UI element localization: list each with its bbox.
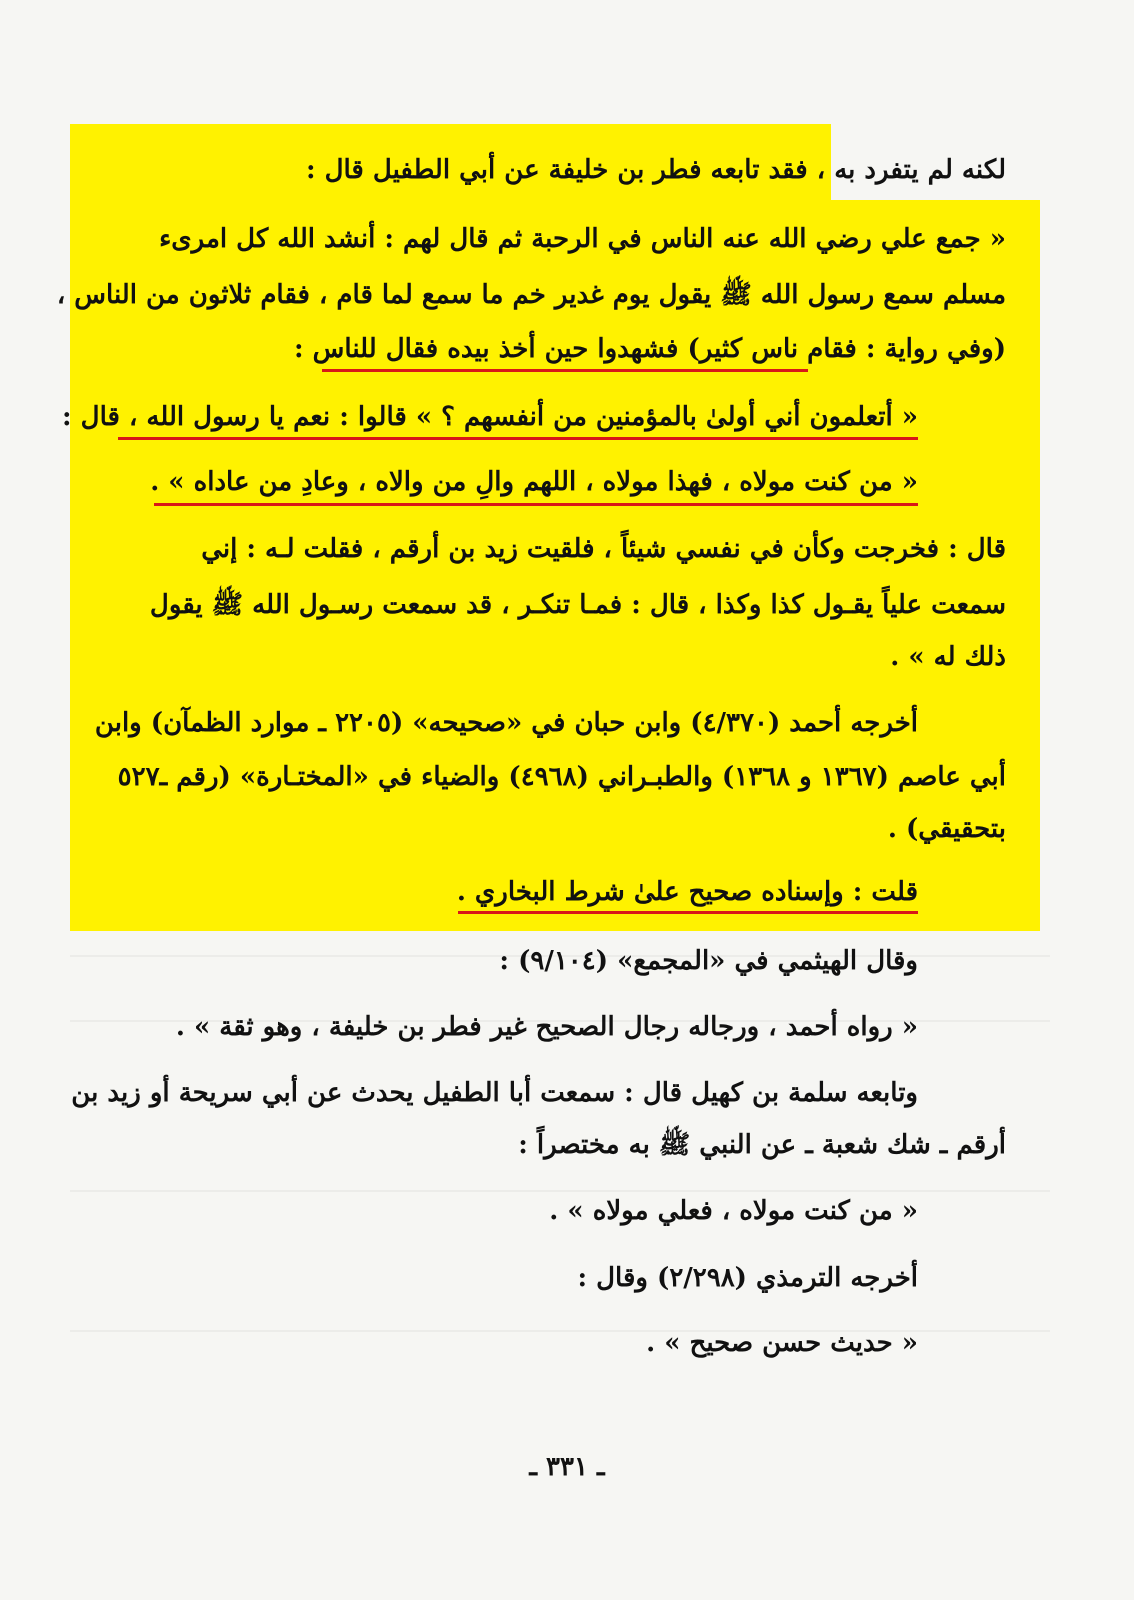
takhrij-line-1: أخرجه أحمد (٤/٣٧٠) وابن حبان في «صحيحه» (٢٢٠٥ ـ موارد الظمآن) وابن (94, 708, 918, 738)
haythami-line-1: وقال الهيثمي في «المجمع» (٩/١٠٤) : (499, 946, 918, 976)
page-number: ـ ٣٣١ ـ (529, 1452, 605, 1482)
paragraph-2-line-2: سمعت علياً يقـول كذا وكذا ، قال : فمـا تنكـر ، قد سمعت رسـول الله ﷺ يقول (149, 590, 1006, 620)
hadith-1-line-2: مسلم سمع رسول الله ﷺ يقول يوم غدير خم ما سمع لما قام ، فقام ثلاثون من الناس ، (56, 280, 1006, 310)
red-underline (322, 369, 808, 372)
haythami-line-2: « رواه أحمد ، ورجاله رجال الصحيح غير فطر بن خليفة ، وهو ثقة » . (175, 1012, 918, 1042)
paragraph-2-line-3: ذلك له » . (890, 642, 1006, 672)
paragraph-1-line-1: لكنه لم يتفرد به ، فقد تابعه فطر بن خليفة عن أبي الطفيل قال : (305, 155, 1006, 185)
salama-line-3: « من كنت مولاه ، فعلي مولاه » . (549, 1196, 918, 1226)
takhrij-line-2: أبي عاصم (١٣٦٧ و ١٣٦٨) والطبـراني (٤٩٦٨) والضياء في «المختـارة» (رقم ـ٥٢٧ (117, 762, 1006, 792)
takhrij-line-3: بتحقيقي) . (887, 814, 1006, 844)
hadith-quote-2: « من كنت مولاه ، فهذا مولاه ، اللهم والِ من والاه ، وعادِ من عاداه » . (150, 467, 918, 497)
red-underline (154, 503, 918, 506)
hadith-1-line-1: « جمع علي رضي الله عنه الناس في الرحبة ثم قال لهم : أنشد الله كل امرىء (159, 224, 1006, 254)
verdict-line: قلت : وإسناده صحيح علىٰ شرط البخاري . (456, 877, 918, 907)
hadith-quote-1: « أتعلمون أني أولىٰ بالمؤمنين من أنفسهم ؟ » قالوا : نعم يا رسول الله ، قال : (62, 402, 918, 432)
bleed-through-line (70, 1190, 1050, 1192)
red-underline (118, 437, 918, 440)
red-underline (458, 911, 918, 914)
tirmidhi-line-2: « حديث حسن صحيح » . (646, 1328, 918, 1358)
salama-line-1: وتابعه سلمة بن كهيل قال : سمعت أبا الطفيل يحدث عن أبي سريحة أو زيد بن (71, 1078, 918, 1108)
tirmidhi-line-1: أخرجه الترمذي (٢/٢٩٨) وقال : (577, 1263, 918, 1293)
paragraph-2-line-1: قال : فخرجت وكأن في نفسي شيئاً ، فلقيت زيد بن أرقم ، فقلت لـه : إني (201, 534, 1006, 564)
hadith-1-line-3: (وفي رواية : فقام ناس كثير) فشهدوا حين أخذ بيده فقال للناس : (294, 334, 1006, 364)
salama-line-2: أرقم ـ شك شعبة ـ عن النبي ﷺ به مختصراً : (518, 1130, 1006, 1160)
